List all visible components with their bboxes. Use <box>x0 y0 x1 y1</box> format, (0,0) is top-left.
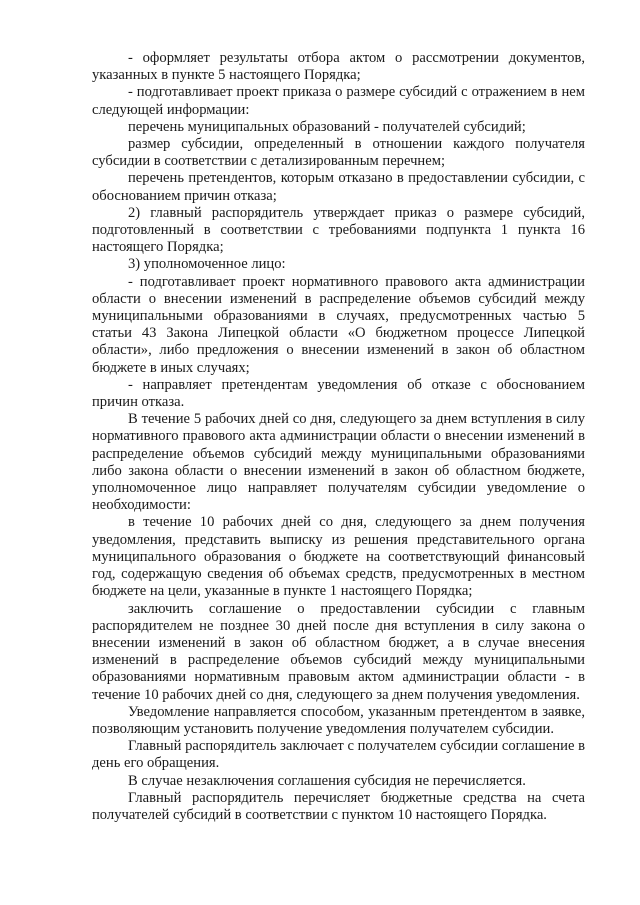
paragraph: перечень претендентов, которым отказано в предоставлении субсидии, с обоснованием причин отказа; <box>92 170 585 204</box>
paragraph: 2) главный распорядитель утверждает приказ о размере субсидий, подготовленный в соответствии с требованиями подпункта 1 пункта 16 настоящего Порядка; <box>92 204 585 256</box>
paragraph: Главный распорядитель перечисляет бюджетные средства на счета получателей субсидий в соответствии с пунктом 10 настоящего Порядка. <box>92 789 585 823</box>
paragraph: - направляет претендентам уведомления об отказе с обоснованием причин отказа. <box>92 376 585 411</box>
document-page <box>92 50 585 824</box>
paragraph: В течение 5 рабочих дней со дня, следующего за днем вступления в силу нормативного правового акта администрации области о внесении изменений в распределение объемов субсидий между муниципальными образованиями либо закона области о внесении изменений в закон об областном бюджете, уполномоченное лицо направляет получателям субсидии уведомление о необходимости: <box>92 411 585 514</box>
paragraph: в течение 10 рабочих дней со дня, следующего за днем получения уведомления, представить выписку из решения представительного органа муниципального образования о бюджете на соответствующий финансовый год, содержащую сведения об объемах средств, предусмотренных в местном бюджете на цели, указанные в пункте 1 настоящего Порядка; <box>92 514 585 600</box>
paragraph: размер субсидии, определенный в отношении каждого получателя субсидии в соответствии с детализированным перечнем; <box>92 136 585 170</box>
paragraph: Главный распорядитель заключает с получателем субсидии соглашение в день его обращения. <box>92 738 585 772</box>
paragraph: 3) уполномоченное лицо: <box>128 256 286 273</box>
paragraph: В случае незаключения соглашения субсидия не перечисляется. <box>128 772 526 789</box>
paragraph: - подготавливает проект нормативного правового акта администрации области о внесении изменений в распределение объемов субсидий между муниципальными образованиями в случаях, предусмотренных частью 5 статьи 43 Закона Липецкой области «О бюджетном процессе Липецкой области», либо предложения о внесении изменений в закон об областном бюджете в иных случаях; <box>92 273 585 376</box>
paragraph: заключить соглашение о предоставлении субсидии с главным распорядителем не позднее 30 дней после дня вступления в силу закона о внесении изменений в закон об областном бюджет, а в случае внесения изменений в распределение объемов субсидий между муниципальными образованиями нормативным правовым актом администрации области - в течение 10 рабочих дней со дня, следующего за днем получения уведомления. <box>92 600 585 703</box>
paragraph: Уведомление направляется способом, указанным претендентом в заявке, позволяющим установить получение уведомления получателем субсидии. <box>92 703 585 737</box>
paragraph: перечень муниципальных образований - получателей субсидий; <box>128 118 526 135</box>
paragraph: - оформляет результаты отбора актом о рассмотрении документов, указанных в пункте 5 настоящего Порядка; <box>92 50 585 84</box>
paragraph: - подготавливает проект приказа о размере субсидий с отражением в нем следующей информации: <box>92 84 585 118</box>
